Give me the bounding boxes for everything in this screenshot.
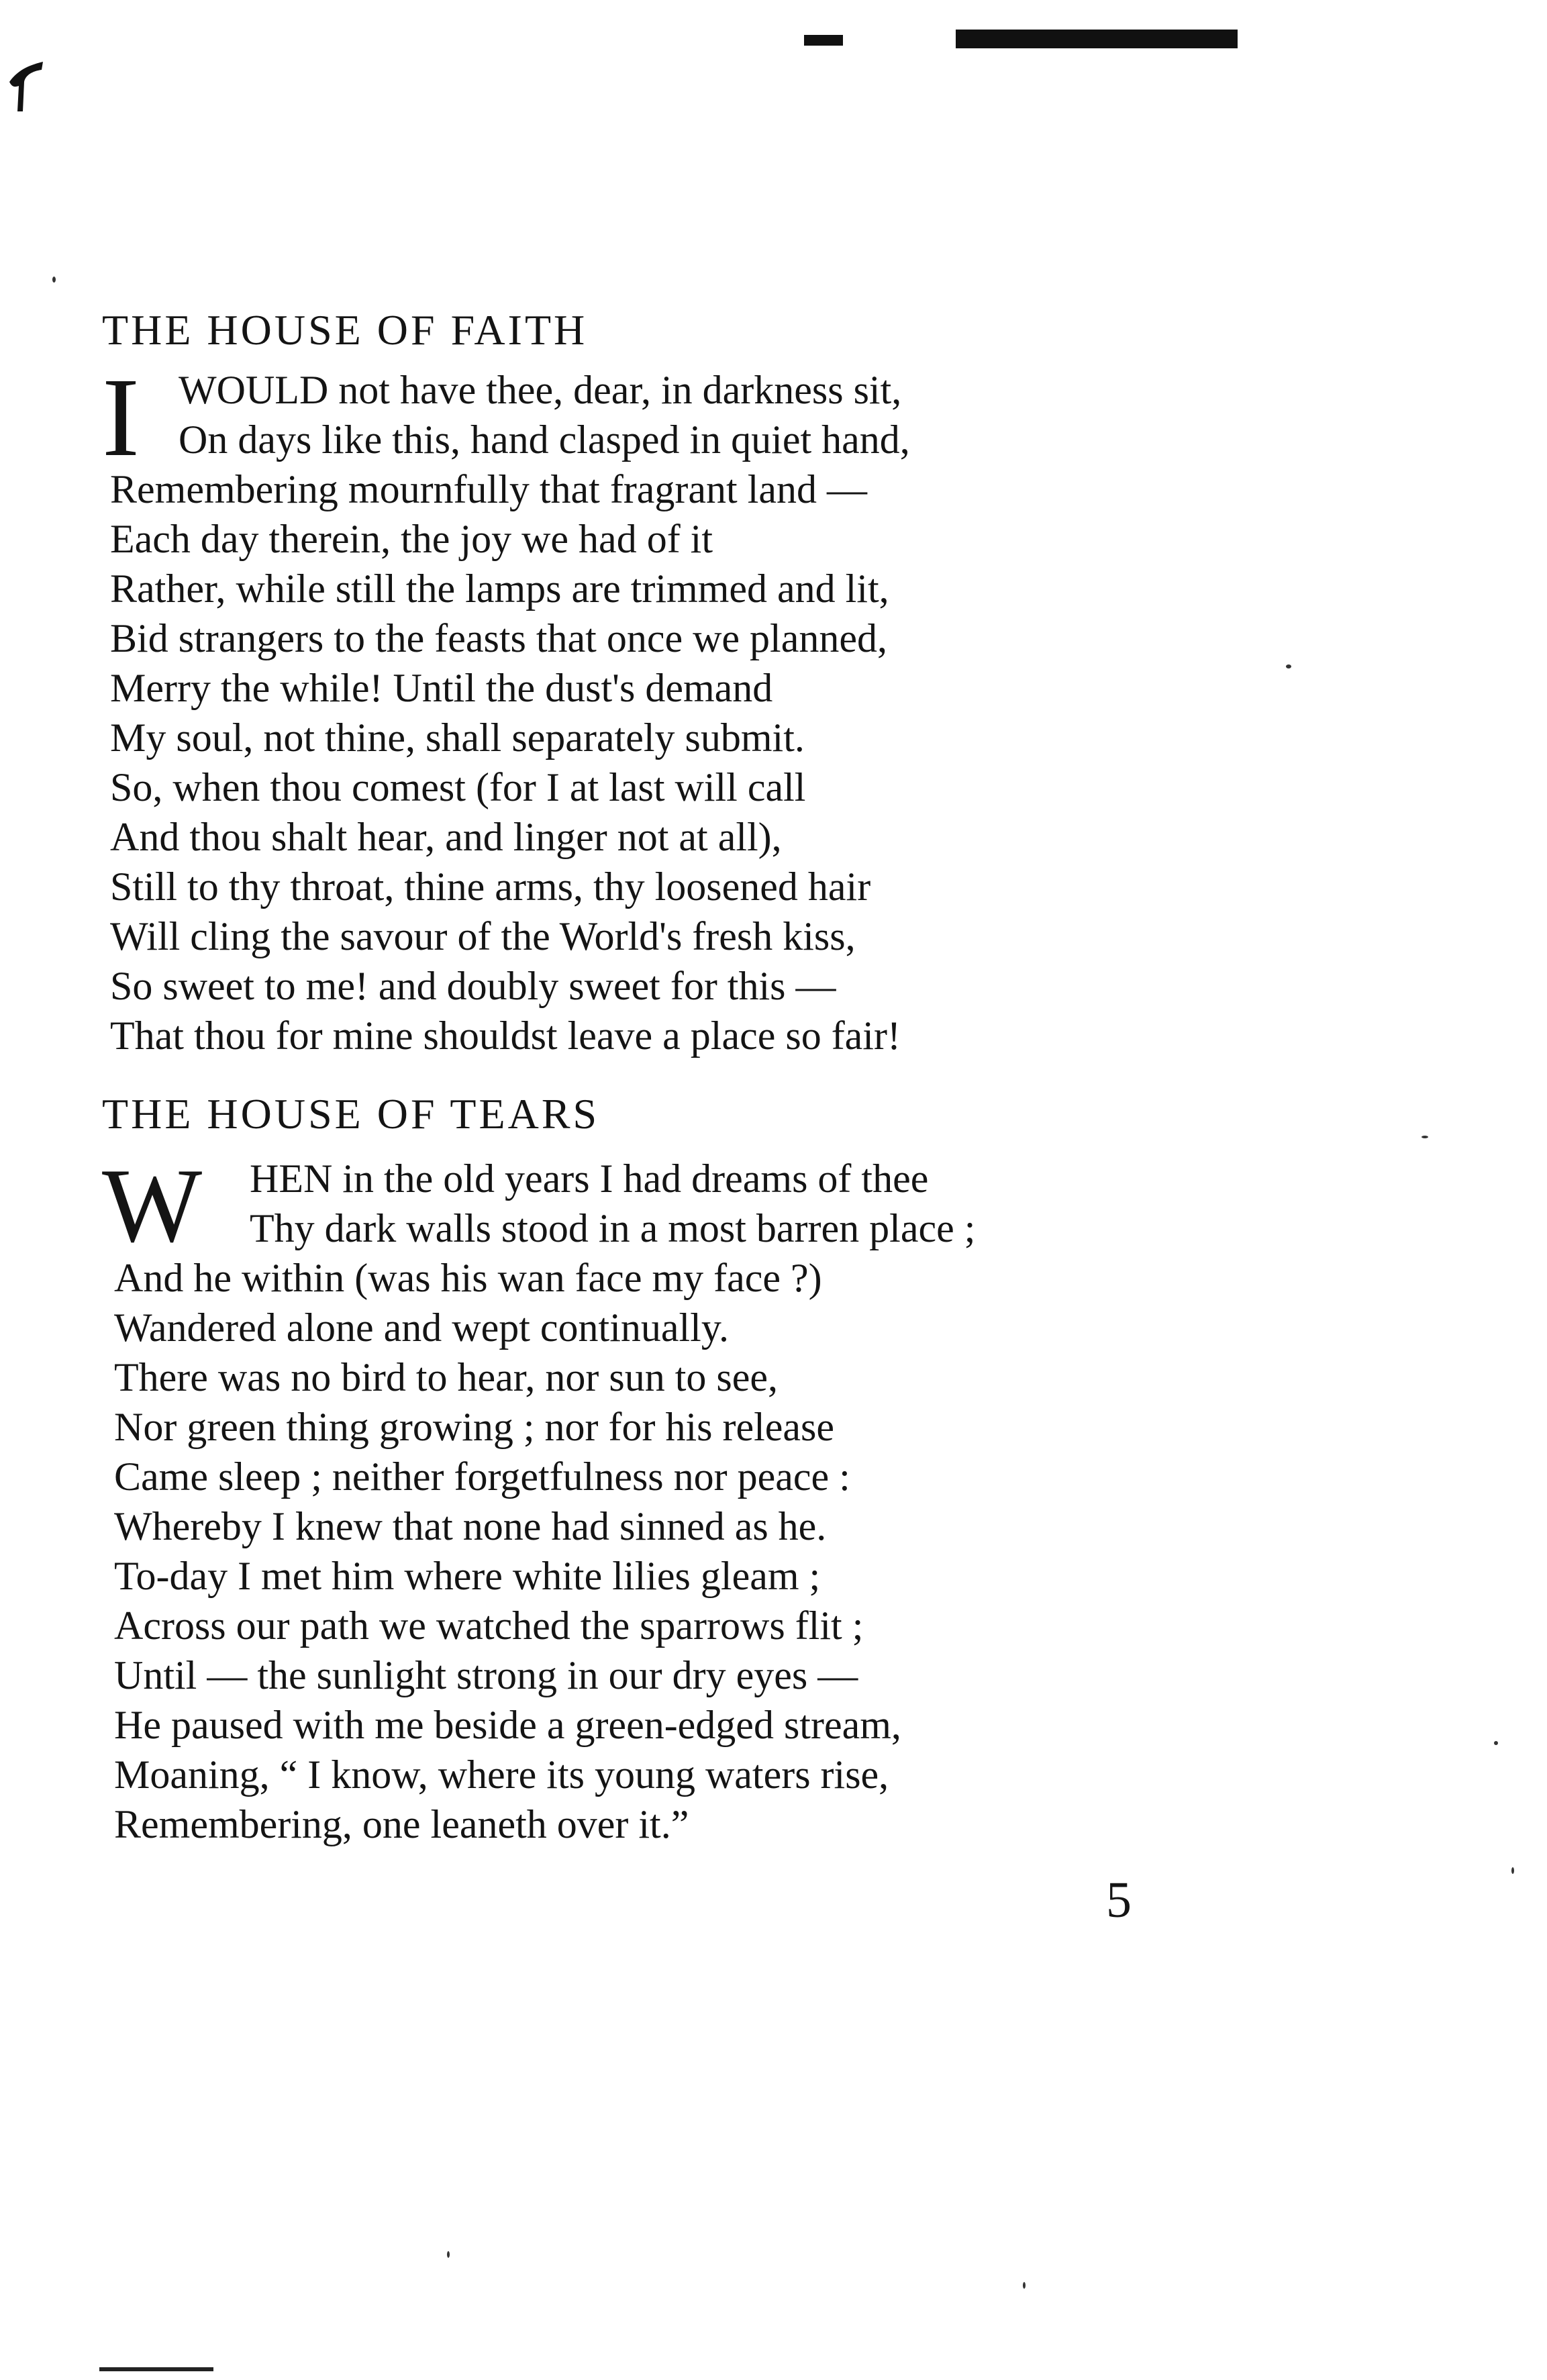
poem-line: Rather, while still the lamps are trimmed and lit, (110, 566, 889, 611)
scan-speck (1494, 1741, 1498, 1745)
poem-line: Nor green thing growing ; nor for his release (114, 1405, 835, 1449)
scan-artifact-bar (956, 30, 1238, 48)
scan-speck (447, 2251, 450, 2258)
corner-mark-icon (5, 55, 46, 115)
scan-artifact-bar (804, 35, 843, 46)
poem-line: Merry the while! Until the dust's demand (110, 666, 773, 710)
poem-line: On days like this, hand clasped in quiet hand, (179, 417, 910, 462)
poem-line: Bid strangers to the feasts that once we planned, (110, 616, 887, 660)
poem-line: There was no bird to hear, nor sun to see, (114, 1355, 778, 1399)
scan-speck (1023, 2282, 1026, 2289)
poem-title: THE HOUSE OF TEARS (102, 1090, 600, 1138)
poem-line: And he within (was his wan face my face ?) (114, 1256, 822, 1300)
scan-artifact-bar (99, 2367, 213, 2371)
poem-line: So sweet to me! and doubly sweet for this — (110, 964, 836, 1008)
poem-line: And thou shalt hear, and linger not at all), (110, 815, 782, 859)
poem-line: Wandered alone and wept continually. (114, 1305, 729, 1350)
poem-line: Still to thy throat, thine arms, thy loosened hair (110, 864, 871, 909)
poem-line: That thou for mine shouldst leave a place so fair! (110, 1013, 901, 1058)
poem-line: Across our path we watched the sparrows flit ; (114, 1603, 864, 1648)
poem-title: THE HOUSE OF FAITH (102, 306, 588, 354)
scan-speck (1286, 664, 1291, 668)
poem-line: Remembering, one leaneth over it.” (114, 1802, 689, 1846)
poem-line: WOULD not have thee, dear, in darkness sit, (179, 368, 902, 412)
poem-line: Thy dark walls stood in a most barren place ; (250, 1206, 976, 1250)
poem-line: So, when thou comest (for I at last will call (110, 765, 806, 809)
scan-speck (52, 277, 56, 283)
scan-speck (1511, 1867, 1514, 1874)
poem-line: Until — the sunlight strong in our dry eyes — (114, 1653, 858, 1697)
poem-line: Came sleep ; neither forgetfulness nor peace : (114, 1454, 850, 1499)
page-number: 5 (1106, 1872, 1132, 1928)
poem-line: Each day therein, the joy we had of it (110, 517, 713, 561)
drop-cap: I (102, 355, 140, 480)
poem-line: To-day I met him where white lilies gleam ; (114, 1554, 821, 1598)
poem-line: Will cling the savour of the World's fresh kiss, (110, 914, 856, 958)
poem-line: Remembering mournfully that fragrant land — (110, 467, 868, 511)
poem-line: He paused with me beside a green-edged stream, (114, 1703, 901, 1747)
poem-line: HEN in the old years I had dreams of thee (250, 1156, 929, 1201)
poem-line: Whereby I knew that none had sinned as he. (114, 1504, 827, 1548)
drop-cap: W (102, 1147, 203, 1265)
poem-line: My soul, not thine, shall separately submit. (110, 715, 805, 760)
scan-speck (1421, 1136, 1428, 1138)
poem-line: Moaning, “ I know, where its young waters rise, (114, 1752, 889, 1797)
